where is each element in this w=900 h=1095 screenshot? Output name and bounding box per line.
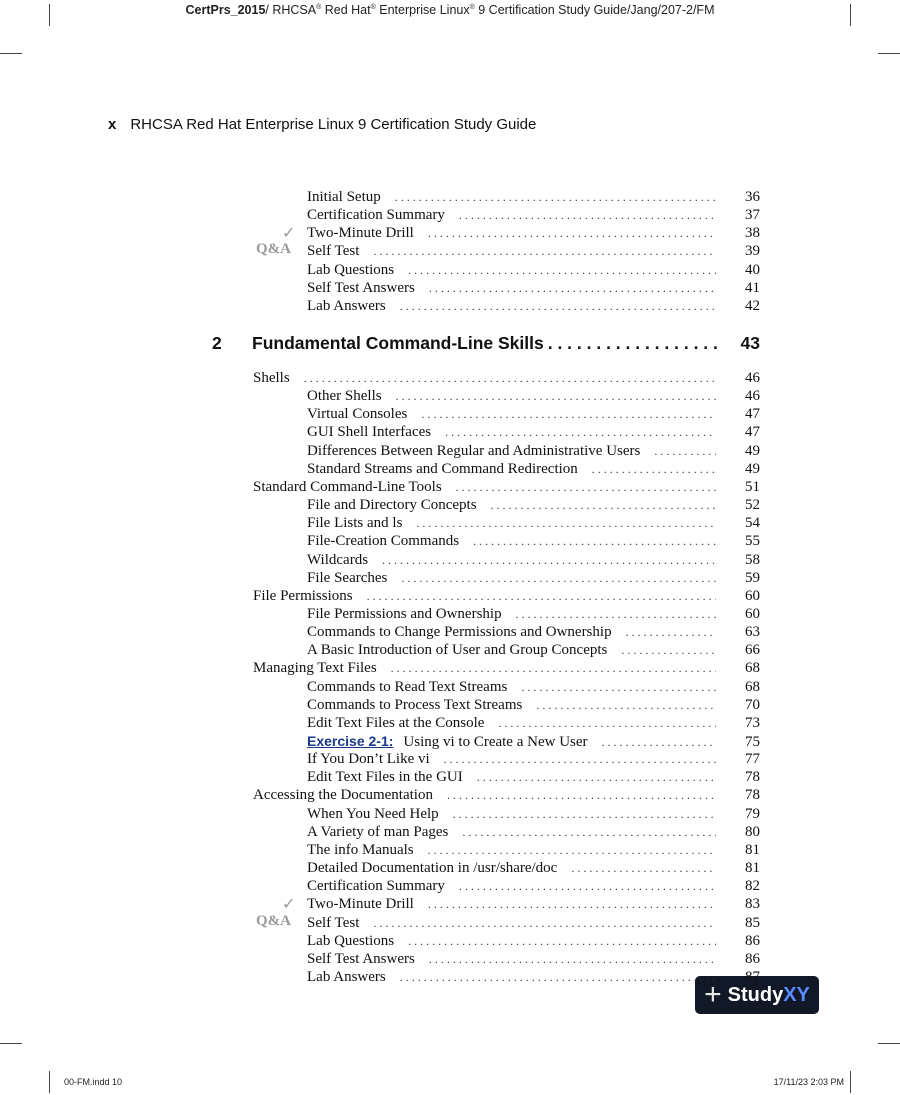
toc-page-number: 81 [745,860,760,877]
toc-entry-text: Lab Answers [307,297,386,314]
dot-leader [400,297,716,315]
dot-leader [428,895,716,913]
exercise-label: Exercise 2-1: [307,733,394,749]
toc-entry-title [307,188,395,206]
running-head [108,116,536,133]
toc-entry-text: Certification Summary [307,207,445,224]
toc-entry-text: GUI Shell Interfaces [307,424,432,441]
toc-page-number: 79 [745,805,760,822]
toc-page-number: 63 [745,624,760,641]
toc-subsection-entry[interactable] [307,224,760,242]
toc-subsection-entry[interactable] [307,841,760,859]
toc-subsection-entry[interactable] [307,514,760,532]
print-slug: CertPrs_2015/ RHCSA® Red Hat® Enterprise Linux® 9 Certification Study Guide/Jang/207-2/FM [185,3,715,17]
toc-page-number: 54 [745,515,760,532]
toc-entry-title [307,841,428,859]
toc-subsection-entry[interactable] [307,768,760,786]
toc-entry-title [307,623,626,641]
dot-leader [477,768,716,786]
toc-entry-title [307,714,498,732]
toc-subsection-entry[interactable] [307,188,760,206]
toc-entry-text: Edit Text Files in the GUI [307,769,463,786]
dot-leader [516,605,716,623]
toc-page-number: 80 [745,823,760,840]
dot-leader [444,750,716,768]
dot-leader [401,569,716,587]
dot-leader [521,678,716,696]
toc-entry-title [307,932,408,950]
toc-entry-text: Initial Setup [307,189,381,205]
toc-page-number: 42 [745,297,760,314]
toc-entry-text: The info Manuals [307,841,414,858]
toc-subsection-entry[interactable] [307,261,760,279]
toc-page-number: 60 [745,605,760,622]
toc-page-number: 73 [745,714,760,731]
dot-leader [498,714,716,732]
toc-subsection-entry[interactable] [307,678,760,696]
toc-entry-text: Wildcards [307,551,369,568]
toc-page-number: 87 [745,968,760,985]
toc-entry-title [307,242,373,260]
footer-file: 00-FM.indd 10 [64,1077,123,1087]
toc-page-number: 40 [745,261,760,278]
toc-entry-title [307,405,421,423]
toc-subsection-entry[interactable] [307,569,760,587]
toc-entry-text: Standard Streams and Command Redirection [307,460,578,477]
toc-entry-title [253,587,367,605]
toc-entry-text: File Searches [307,569,388,586]
toc-page-number: 59 [745,569,760,586]
toc-page-number: 36 [745,189,760,205]
toc-entry-text: Two-Minute Drill [307,225,414,242]
toc-entry-title [307,768,477,786]
toc-entry-title [307,678,521,696]
toc-entry-title [307,279,429,297]
crop-mark [878,53,900,54]
toc-page-number: 39 [745,243,760,260]
dot-leader [536,696,716,714]
toc-entry-title [307,224,428,242]
toc-subsection-entry[interactable] [307,297,760,315]
toc-entry-title [307,532,473,550]
dot-leader [459,206,716,224]
toc-section-entry[interactable] [253,786,760,804]
dot-leader [473,532,716,550]
dot-leader [621,641,716,659]
toc-subsection-entry[interactable] [307,206,760,224]
toc-subsection-entry[interactable] [307,623,760,641]
dot-leader [382,551,716,569]
toc-subsection-entry[interactable] [307,423,760,441]
toc-subsection-entry[interactable] [307,442,760,460]
dot-leader [373,242,716,260]
toc-page-number: 60 [745,587,760,604]
dot-leader [592,460,716,478]
dot-leader [373,914,716,932]
toc-entry-title [307,968,400,986]
dot-leader [429,279,716,297]
toc-entry-text: Using vi to Create a New User [403,734,588,750]
toc-page-number: 52 [745,497,760,514]
toc-subsection-entry[interactable] [307,242,760,260]
toc-page-number: 55 [745,533,760,550]
toc-entry-text: Virtual Consoles [307,406,408,423]
toc-entry-text: Other Shells [307,388,382,405]
dot-leader [395,188,716,206]
toc-page-number: 38 [745,225,760,242]
toc-subsection-entry[interactable] [307,714,760,732]
toc-page-number: 75 [745,734,760,750]
toc-entry-text: Commands to Read Text Streams [307,678,508,695]
toc-subsection-entry[interactable] [307,932,760,950]
toc-entry-title [307,297,400,315]
toc-page-number: 66 [745,642,760,659]
toc-page-number: 86 [745,950,760,967]
toc-entry-text: Shells [253,370,290,386]
chapter-title: Fundamental Command-Line Skills [252,333,544,353]
plus-icon: + [704,978,722,1011]
toc-entry-title [307,950,429,968]
toc-section-entry[interactable] [253,478,760,496]
dot-leader [626,623,716,641]
toc-page-number: 86 [745,932,760,949]
dot-leader [654,442,716,460]
toc-entry-title [307,914,373,932]
toc-subsection-entry[interactable] [307,805,760,823]
toc-subsection-entry[interactable] [307,732,760,750]
studyxy-logo: + Study XY [695,976,819,1014]
footer-timestamp: 17/11/23 2:03 PM [773,1077,844,1087]
toc-entry-text: Commands to Process Text Streams [307,696,523,713]
crop-mark [878,1043,900,1044]
toc-entry-text: Certification Summary [307,878,445,895]
toc-entry-title [307,514,416,532]
toc-page-number: 78 [745,769,760,786]
toc-entry-text: Commands to Change Permissions and Ownership [307,624,612,641]
toc-entry-text: Edit Text Files at the Console [307,714,485,731]
toc-subsection-entry[interactable] [307,750,760,768]
toc-subsection-entry[interactable] [307,950,760,968]
chapter-page: 43 [740,333,760,353]
toc-entry-title [307,261,408,279]
page-number: x [108,116,117,133]
toc-entry-text: Two-Minute Drill [307,896,414,913]
toc-page-number: 49 [745,442,760,459]
dot-leader [459,877,716,895]
toc-entry-title [307,732,602,751]
toc-page-number: 83 [745,896,760,913]
toc-page-number: 47 [745,424,760,441]
toc-page-number: 68 [745,660,760,677]
toc-subsection-entry[interactable] [307,532,760,550]
dot-leader [304,369,716,387]
toc-entry-title [307,206,459,224]
toc-entry-text: Standard Command-Line Tools [253,478,442,495]
toc-subsection-entry[interactable] [307,877,760,895]
toc-entry-text: File and Directory Concepts [307,497,477,514]
toc-entry-text: Self Test Answers [307,279,415,296]
dot-leader [408,261,716,279]
dot-leader [445,423,716,441]
toc-subsection-entry[interactable] [307,859,760,877]
toc-entry-text: Managing Text Files [253,660,377,677]
toc-entry-text: Detailed Documentation in /usr/share/doc [307,860,558,877]
toc-subsection-entry[interactable] [307,551,760,569]
toc-page-number: 81 [745,841,760,858]
dot-leader [447,786,716,804]
dot-leader [453,805,716,823]
toc-entry-text: File-Creation Commands [307,533,460,550]
toc-entry-title [307,460,592,478]
toc-subsection-entry[interactable] [307,895,760,913]
toc-entry-title [307,551,382,569]
toc-entry-title [307,387,396,405]
toc-page-number: 70 [745,696,760,713]
toc-entry-title [307,895,428,913]
toc-section-entry[interactable] [253,659,760,677]
toc-entry-title [307,877,459,895]
toc-subsection-entry[interactable] [307,605,760,623]
toc-entry-title [307,750,444,768]
dot-leader [367,587,716,605]
toc-page-number: 37 [745,207,760,224]
toc-page-number: 82 [745,878,760,895]
toc-page-number: 77 [745,751,760,768]
toc-entry-title [307,423,445,441]
toc-page-number: 49 [745,460,760,477]
toc-subsection-entry[interactable] [307,460,760,478]
toc-page-number: 41 [745,279,760,296]
dot-leader [428,224,716,242]
toc-page-number: 51 [745,478,760,495]
toc-subsection-entry[interactable] [307,496,760,514]
toc-page-number: 46 [745,388,760,405]
toc-entry-title [253,369,304,387]
dot-leader [462,823,716,841]
dot-leader [421,405,716,423]
book-title: RHCSA Red Hat Enterprise Linux 9 Certification Study Guide [130,116,537,133]
toc-entry-text: If You Don’t Like vi [307,751,430,768]
toc-subsection-entry[interactable] [307,279,760,297]
toc-page-number: 78 [745,787,760,804]
toc-section-entry[interactable] [253,587,760,605]
dot-leader [571,859,716,877]
crop-mark [0,1043,22,1044]
toc-subsection-entry[interactable] [307,968,760,986]
toc-section-entry[interactable] [253,369,760,387]
toc-entry-text: Self Test [307,914,360,931]
qa-marker: Q&A [256,912,291,929]
crop-mark [0,53,22,54]
dot-leader [400,968,716,986]
toc-entry-text: Self Test [307,243,360,260]
checkmark-icon: ✓ [282,894,296,914]
toc-entry-text: File Permissions [253,587,353,604]
toc-entry-title [307,859,571,877]
dot-leader [491,496,716,514]
dot-leader [408,932,716,950]
toc-subsection-entry[interactable] [307,696,760,714]
toc-page-number: 46 [745,370,760,386]
toc-entry-text: Differences Between Regular and Administrative Users [307,442,641,459]
dot-leader [391,659,716,677]
toc-entry-text: Accessing the Documentation [253,787,433,804]
toc-entry-title [307,605,516,623]
toc-entry-text: File Permissions and Ownership [307,605,502,622]
toc-entry-title [253,478,456,496]
toc-page-number: 85 [745,914,760,931]
toc-entry-title [307,805,453,823]
toc-page-number: 47 [745,406,760,423]
crop-mark [850,1071,851,1093]
dot-leader [396,387,716,405]
qa-marker: Q&A [256,241,291,258]
chapter-number: 2 [212,333,222,353]
toc-entry-text: Self Test Answers [307,950,415,967]
toc-page-number: 58 [745,551,760,568]
dot-leader [429,950,716,968]
toc-subsection-entry[interactable] [307,641,760,659]
toc-entry-text: File Lists and ls [307,515,403,532]
toc-entry-title [307,496,491,514]
toc-subsection-entry[interactable] [307,823,760,841]
dot-leader [428,841,716,859]
dot-leader [456,478,716,496]
toc-entry-title [307,569,401,587]
toc-entry-title [307,823,462,841]
toc-entry-text: Lab Answers [307,968,386,985]
toc-entry-title [253,786,447,804]
toc-entry-text: A Basic Introduction of User and Group Concepts [307,642,608,659]
toc-entry-title [307,696,536,714]
toc-page-number: 68 [745,678,760,695]
toc-subsection-entry[interactable] [307,914,760,932]
toc-entry-text: Lab Questions [307,932,395,949]
checkmark-icon: ✓ [282,223,296,243]
toc-entry-text: When You Need Help [307,805,439,822]
toc-entry-text: Lab Questions [307,261,395,278]
toc-entry-title [253,659,391,677]
toc-subsection-entry[interactable] [307,387,760,405]
dot-leader [416,514,716,532]
chapter-heading[interactable] [212,333,760,354]
toc-entry-title [307,641,621,659]
crop-mark [49,1071,50,1093]
dot-leader [548,333,720,354]
toc-subsection-entry[interactable] [307,405,760,423]
toc-entry-text: A Variety of man Pages [307,823,449,840]
dot-leader [602,733,716,751]
toc-entry-title [307,442,654,460]
